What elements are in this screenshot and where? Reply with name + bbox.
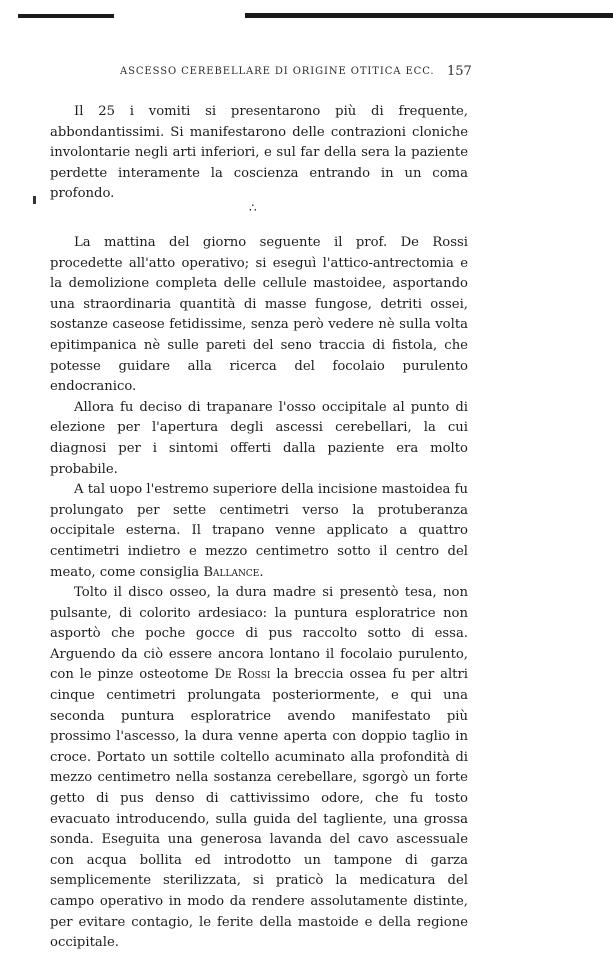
paragraph-2: La mattina del giorno seguente il prof. De Rossi procedette all'atto operativo; si eseguì l'attico-antrectomia e la demolizione completa delle cellule mastoidee, asportando una straordinaria quantità di masse fungose, detriti ossei, sostanze caseose fetidissime, senza però vedere nè sulla volta epitimpanica nè sulle pareti del seno traccia di fistola, che potesse guidare alla ricerca del focolaio purulento endocranico. (50, 235, 468, 395)
section-separator: ∴ (249, 201, 257, 215)
body-text-main (50, 233, 468, 954)
paragraph-5 (50, 583, 468, 954)
paragraph-4 (50, 480, 468, 583)
paragraph-4-text: A tal uopo l'estremo superiore della incisione mastoidea fu prolungato per sette centimetri verso la protuberanza occipitale esterna. Il trapano venne applicato a quattro centimetri indietro e mezzo centimetro sotto il centro del meato, come consiglia (50, 482, 468, 580)
paragraph-1: Il 25 i vomiti si presentarono più di frequente, abbondantissimi. Si manifestarono delle contrazioni cloniche involontarie negli arti inferiori, e sul far della sera la paziente perdette interamente la coscienza entrando in un coma profondo. (50, 104, 468, 202)
top-rule-right (245, 13, 613, 18)
paragraph-3: Allora fu deciso di trapanare l'osso occipitale al punto di elezione per l'apertura degli ascessi cerebellari, la cui diagnosi per i sintomi offerti dalla paziente era molto probabile. (50, 399, 468, 477)
body-text-top (50, 102, 468, 205)
margin-mark (33, 196, 36, 204)
paragraph-5-text-after: la breccia ossea fu per altri cinque centimetri prolungata posteriormente, e qui una seconda puntura esploratrice avendo manifestato più prossimo l'ascesso, la dura venne aperta con doppio taglio in croce. Portato un sottile coltello acuminato alla profondità di mezzo centimetro nella sostanza cerebellare, sgorgò un forte getto di pus denso di cattivissimo odore, che fu tosto evacuato introducendo, sulla guida del tagliente, una grossa sonda. Eseguita una generosa lavanda del cavo ascessuale con acqua bollita ed introdotto un tampone di garza semplicemente sterilizzata, si praticò la medicatura del campo operativo in modo da rendere assolutamente distinte, per evitare contagio, le ferite della mastoide e della regione occipitale. (50, 667, 468, 951)
page-number: 157 (447, 64, 472, 79)
paragraph-4-end: . (259, 564, 264, 580)
running-title: ASCESSO CEREBELLARE DI ORIGINE OTITICA ECC. (120, 66, 435, 77)
paragraph-5-text-before: Tolto il disco osseo, la dura madre si presentò tesa, non pulsante, di colorito ardesiaco: la puntura esploratrice non asportò che poche gocce di pus raccolto sotto di essa. Arguendo da ciò essere ancora lontano il focolaio purulento, con le pinze osteotome (50, 585, 468, 683)
author-name-de-rossi: De Rossi (214, 667, 271, 683)
top-rule-left (18, 14, 114, 18)
author-name-ballance: Ballance (203, 564, 260, 580)
